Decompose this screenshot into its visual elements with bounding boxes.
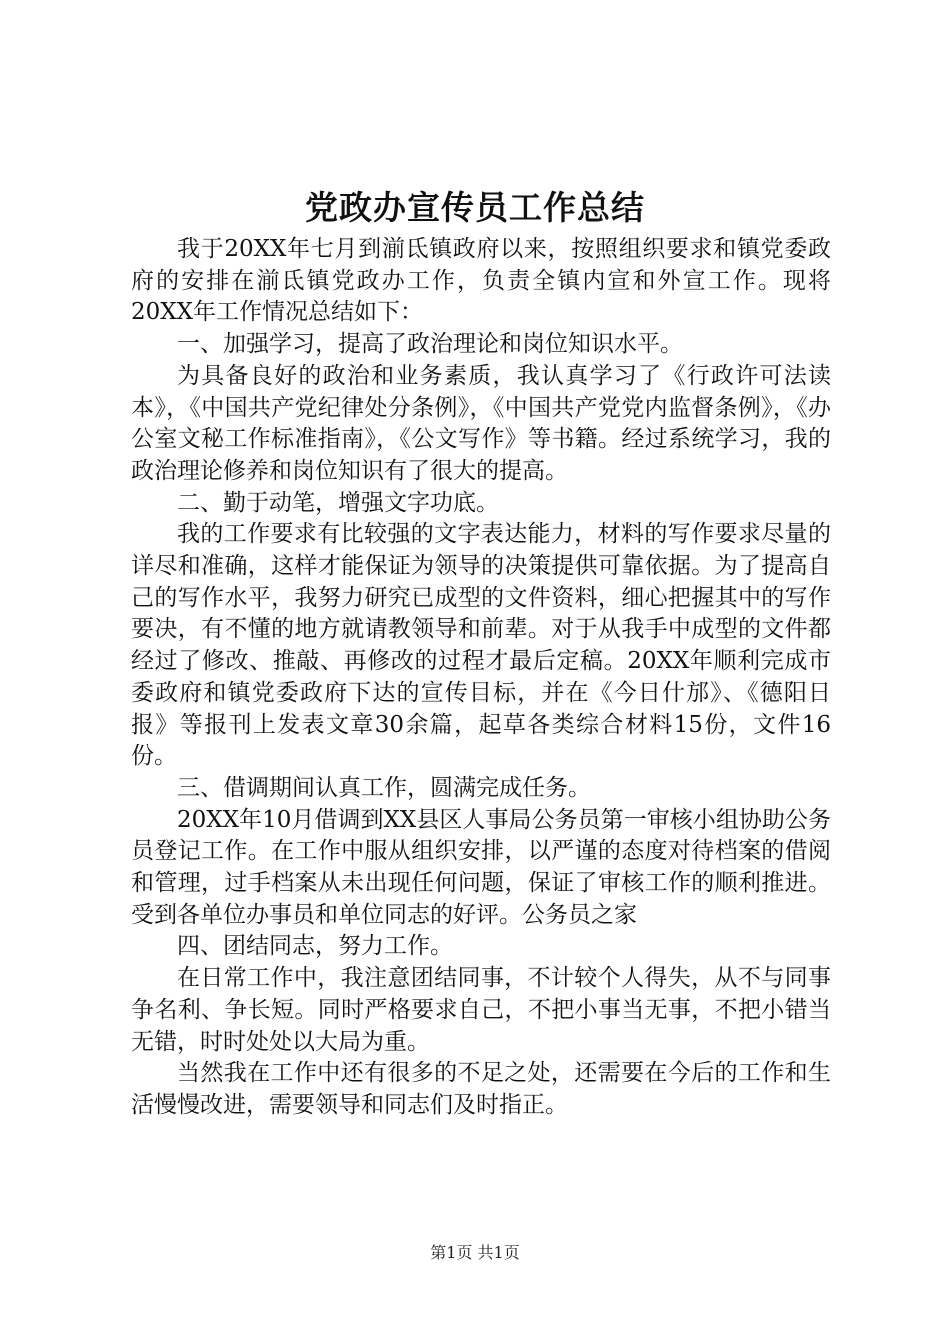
paragraph-unity: 在日常工作中，我注意团结同事，不计较个人得失，从不与同事争名利、争长短。同时严格要求自己，不把小事当无事，不把小错当无错，时时处处以大局为重。 — [131, 965, 831, 1055]
section-heading-4: 四、团结同志，努力工作。 — [177, 933, 453, 960]
section-heading-2: 二、勤于动笔，增强文字功底。 — [177, 489, 499, 516]
section-heading-3: 三、借调期间认真工作，圆满完成任务。 — [177, 774, 591, 801]
paragraph-conclusion: 当然我在工作中还有很多的不足之处，还需要在今后的工作和生活慢慢改进，需要领导和同志们及时指正。 — [131, 1060, 831, 1118]
section-heading-1: 一、加强学习，提高了政治理论和岗位知识水平。 — [177, 331, 683, 358]
document-title: 党政办宣传员工作总结 — [305, 188, 645, 227]
document-body — [131, 234, 831, 1122]
page-footer: 第1页 共1页 — [430, 1243, 520, 1262]
paragraph-study: 为具备良好的政治和业务素质，我认真学习了《行政许可法读本》，《中国共产党纪律处分条例》，《中国共产党党内监督条例》，《办公室文秘工作标准指南》，《公文写作》等书籍。经过系统学习，我的政治理论修养和岗位知识有了很大的提高。 — [131, 362, 831, 484]
paragraph-writing: 我的工作要求有比较强的文字表达能力，材料的写作要求尽量的详尽和准确，这样才能保证为领导的决策提供可靠依据。为了提高自己的写作水平，我努力研究已成型的文件资料，细心把握其中的写作要决，有不懂的地方就请教领导和前辈。对于从我手中成型的文件都经过了修改、推敲、再修改的过程才最后定稿。20XX年顺利完成市委政府和镇党委政府下达的宣传目标，并在《今日什邡》、《德阳日报》等报刊上发表文章30余篇，起草各类综合材料15份，文件16份。 — [131, 521, 831, 770]
paragraph-secondment: 20XX年10月借调到XX县区人事局公务员第一审核小组协助公务员登记工作。在工作中服从组织安排，以严谨的态度对待档案的借阅和管理，过手档案从未出现任何问题，保证了审核工作的顺利推进。受到各单位办事员和单位同志的好评。公务员之家 — [131, 806, 831, 928]
paragraph-intro: 我于20XX年七月到湔氐镇政府以来，按照组织要求和镇党委政府的安排在湔氐镇党政办工作，负责全镇内宣和外宣工作。现将20XX年工作情况总结如下： — [131, 236, 831, 326]
